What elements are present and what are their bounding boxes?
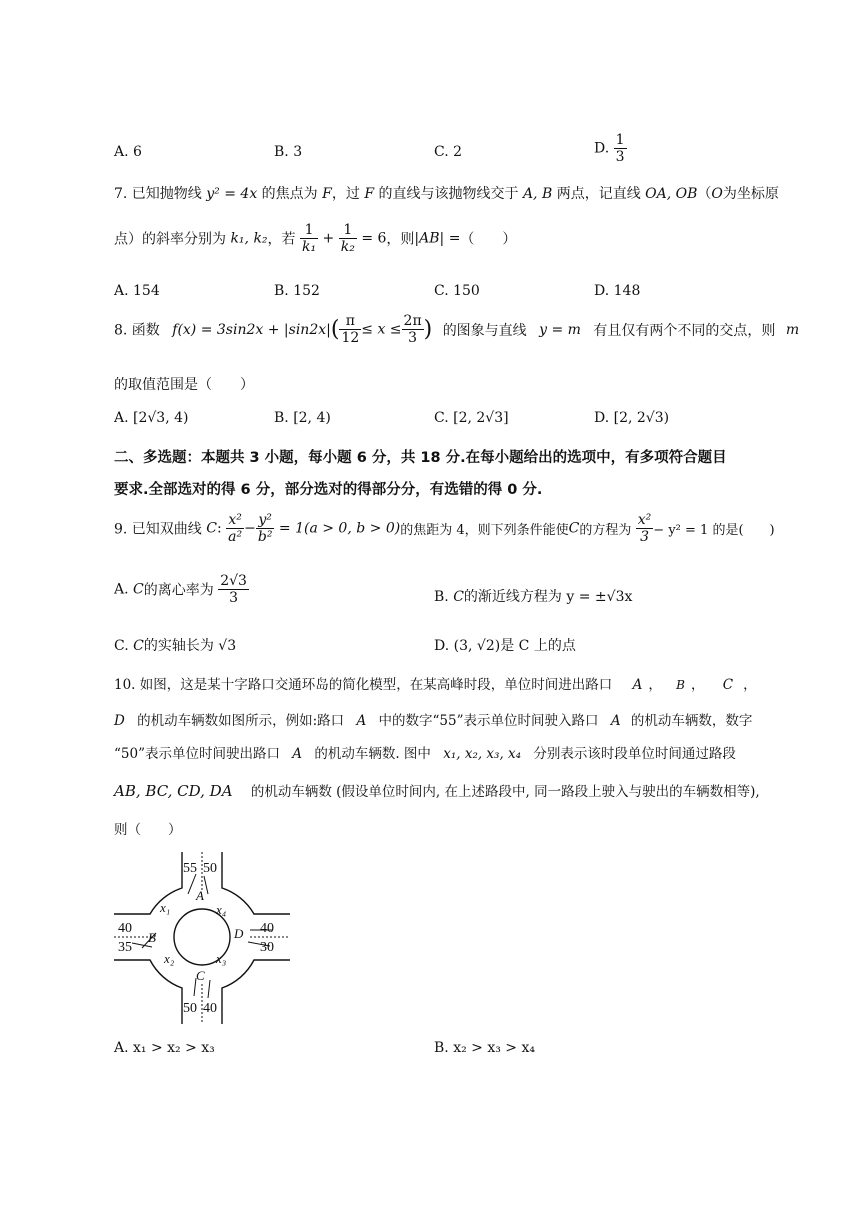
left-out-value: 35 <box>118 940 132 955</box>
q8-option-c: C. [2, 2√3] <box>434 410 509 426</box>
x3-label: x₃ <box>216 951 227 966</box>
section2-heading-line1: 二、多选题：本题共 3 小题，每小题 6 分，共 18 分.在每小题给出的选项中，有多项符合题目 <box>114 450 727 466</box>
node-a-label: A <box>196 888 204 903</box>
q8-option-a: A. [2√3, 4) <box>114 410 189 426</box>
q7-option-b: B. 152 <box>274 283 320 299</box>
arrow-in-a <box>188 874 196 894</box>
q6-option-c: C. 2 <box>434 144 463 160</box>
arrow-out-c <box>194 978 196 996</box>
node-c-label: C <box>196 968 205 983</box>
q7-option-c: C. 150 <box>434 283 480 299</box>
q10-option-b: B. x₂ > x₃ > x₄ <box>434 1040 535 1056</box>
right-out-value: 30 <box>260 940 274 955</box>
q10-option-a: A. x₁ > x₂ > x₃ <box>114 1040 215 1056</box>
top-out-value: 50 <box>203 861 217 876</box>
q9-option-a: A. C的离心率为 $\frac{2√3}{3}$ <box>114 573 247 607</box>
q6-option-b: B. 3 <box>274 144 303 160</box>
q8-option-d: D. [2, 2√3) <box>594 410 670 426</box>
bottom-out-value: 40 <box>203 1001 217 1016</box>
q9-option-b: B. C的渐近线方程为 y = ±√3x <box>434 589 633 605</box>
q7-line1: 7. 已知抛物线 y² = 4x 的焦点为 F，过 F 的直线与该抛物线交于 A, B 两点，记直线 OA, OB（O为坐标原 <box>114 186 779 202</box>
q7-line2: 点）的斜率分别为 k₁, k₂，若 $\frac{1}{\text{k₁}}$ + $\frac{1}{\text{k₂}}$ = 6，则|AB| =（ ） <box>114 222 517 256</box>
q8-option-b: B. [2, 4) <box>274 410 331 426</box>
node-d-label: D <box>234 926 244 941</box>
left-in-value: 40 <box>118 921 132 936</box>
q8-line1: 8. 函数 f(x) = 3sin2x + |sin2x|( $\frac{\pi}{12}$ ≤ x ≤ $\frac{2\pi}{3}$ ) 的图象与直线 y = m 有且仅有两个不同的交点，则 m <box>114 313 800 347</box>
q8-line2: 的取值范围是（ ） <box>114 377 254 393</box>
q6-option-a: A. 6 <box>114 144 142 160</box>
q6-option-d: D. $\frac{1}{3}$ <box>594 132 625 166</box>
q7-option-a: A. 154 <box>114 283 160 299</box>
q10-line1: 10. 如图，这是某十字路口交通环岛的简化模型，在某高峰时段，单位时间进出路口 A ， B ， C ， <box>114 677 757 693</box>
node-b-label: B <box>148 930 156 945</box>
arrow-in-c <box>208 980 210 998</box>
right-in-value: 40 <box>260 921 274 936</box>
roundabout-diagram <box>112 850 292 1026</box>
x4-label: x₄ <box>216 902 227 917</box>
x2-label: x₂ <box>164 951 175 966</box>
q7-option-d: D. 148 <box>594 283 641 299</box>
q9-option-c: C. C的实轴长为 √3 <box>114 638 237 654</box>
arrow-out-a <box>204 876 208 894</box>
q9-stem: 9. 已知双曲线 C: $\frac{\text{x²}}{\text{a²}}$ − $\frac{\text{y²}}{\text{b²}}$ = 1(a > 0, b > 0)的焦距为 4，则下列条件能使C的方程为 $\frac{\text{x²}}{3}$ − y² = 1 的是( ) <box>114 512 775 546</box>
q10-line3: “50”表示单位时间驶出路口 A 的机动车辆数. 图中 x₁, x₂, x₃, x₄ 分别表示该时段单位时间通过路段 <box>114 746 736 762</box>
q9-option-d: D. (3, √2)是 C 上的点 <box>434 638 576 654</box>
bottom-in-value: 50 <box>183 1001 197 1016</box>
q10-line4: AB, BC, CD, DA 的机动车辆数 (假设单位时间内, 在上述路段中, 同一路段上驶入与驶出的车辆数相等), <box>114 782 760 800</box>
section2-heading-line2: 要求.全部选对的得 6 分，部分选对的得部分分，有选错的得 0 分. <box>114 482 543 498</box>
q10-line5: 则（ ） <box>114 822 182 838</box>
top-in-value: 55 <box>183 861 197 876</box>
q10-line2: D 的机动车辆数如图所示，例如:路口 A 中的数字“55”表示单位时间驶入路口 A 的机动车辆数，数字 <box>114 713 753 729</box>
x1-label: x₁ <box>160 900 171 915</box>
